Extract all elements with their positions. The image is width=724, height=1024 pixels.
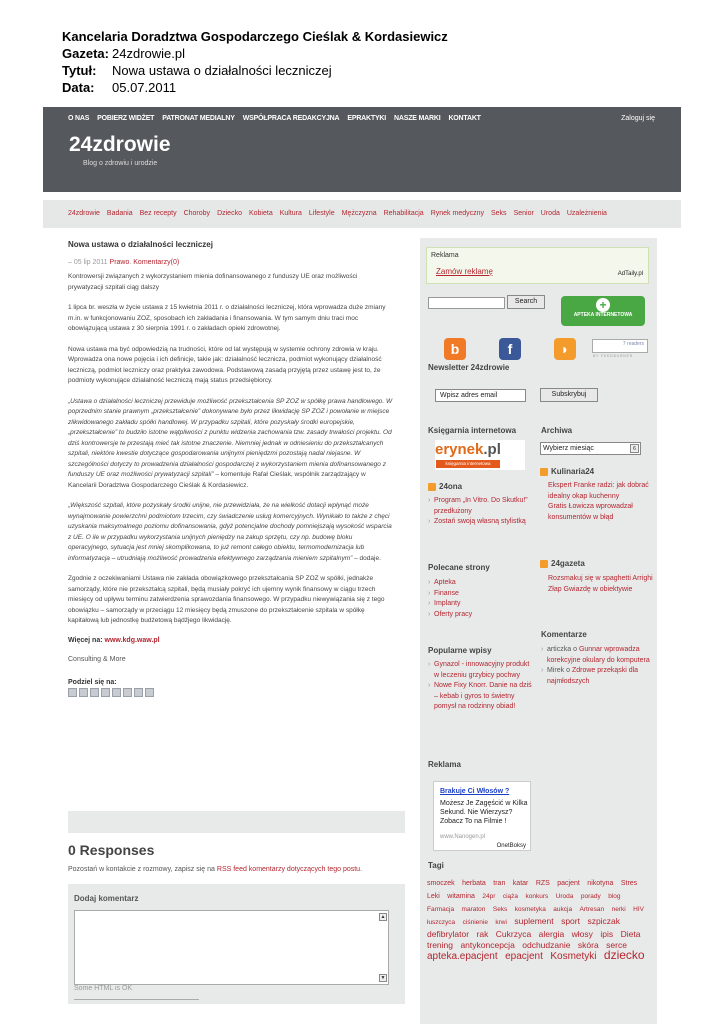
rss-icon[interactable]: ◗ — [554, 338, 576, 360]
gazeta-item[interactable]: Rozsmakuj się w spaghetti Arrighi — [548, 575, 653, 582]
data-value: 05.07.2011 — [112, 80, 177, 95]
tag-link[interactable]: Cukrzyca — [495, 929, 532, 939]
comment-form-title: Dodaj komentarz — [74, 894, 139, 903]
tag-link[interactable]: Uroda — [555, 893, 574, 900]
erynek-logo[interactable] — [435, 440, 525, 470]
post-quote-attribution: – dodaje. — [354, 554, 381, 562]
rss-icon[interactable] — [428, 483, 436, 491]
post-paragraph: 1 lipca br. weszła w życie ustawa z 15 kwietnia 2011 r. o działalności leczniczej, która wprowadza duże zmiany m.in. w funkcjonowaniu ZOZ, sposobach ich zakładania i finansowania. W tym samym dniu traci moc obowiązującą ustawa z 30 sierpnia 1991 r. o zakładach opieki zdrowotnej. — [68, 304, 386, 332]
top-nav — [68, 115, 481, 122]
site-header — [43, 107, 681, 192]
more-label: Więcej na: — [68, 636, 103, 644]
tag-link[interactable]: ciśnienie — [462, 919, 488, 926]
post-date: – 05 lip 2011 — [68, 259, 108, 266]
share-icon[interactable] — [112, 688, 121, 697]
category-list — [68, 210, 607, 217]
order-ad-link[interactable]: Zamów reklamę — [436, 267, 493, 276]
site-tagline: Blog o zdrowiu i urodzie — [83, 160, 158, 167]
popular-title: Popularne wpisy — [428, 646, 492, 655]
recommended-item[interactable]: › Apteka — [428, 578, 538, 589]
popular-item[interactable]: › Gynazol - innowacyjny produkt w leczeniu grzybicy pochwy — [428, 660, 536, 681]
comment-item — [541, 645, 653, 666]
newsletter-title: Newsletter 24zdrowie — [428, 363, 510, 372]
tag-link[interactable]: nerki — [611, 906, 626, 913]
share-icon[interactable] — [101, 688, 110, 697]
ona-title[interactable]: 24ona — [439, 482, 463, 491]
post-quote: „Ustawa o działalności leczniczej przewiduje możliwość przekształcenia SP ZOZ w spółkę prawa handlowego. W poprzednim stanie prawnym „przekształcenie” dokonywane było przez likwidację SP ZOZ i powołanie w miejsce zlikwidowanego zakładu spółki handlowej. W przypadku szpitali, które pozyskały środki europejskie, „przekształcenie” to budziło istotne wątpliwości z punktu widzenia zachowania tzw. zasady trwałości projektu. Od dziś kontrowersje te przestają mieć tak istotne znaczenie. Niemniej jednak w odniesieniu do przekształcanych szpitali, niektóre kwestie dotyczące gospodarowania unijnymi pieniędzmi pozostają nadal niejasne. W szczególności dotyczy to prowadzenia działalności gospodarczej z wykorzystaniem mienia dofinansowanego z funduszy UE oraz możliwości prywatyzacji szpitali” — [68, 397, 393, 478]
ona-heading — [428, 482, 462, 491]
tag-link[interactable]: 24pr — [482, 893, 496, 900]
report-header — [62, 28, 682, 96]
category-link[interactable]: Rynek medyczny — [430, 210, 484, 217]
onet-brand: OnetBoksy — [496, 843, 526, 849]
gazeta-list — [548, 574, 653, 595]
comments-list — [541, 645, 653, 687]
topnav-item[interactable]: POBIERZ WIDŻET — [97, 115, 155, 122]
recommended-item[interactable]: › Finanse — [428, 589, 538, 600]
kulinaria-list — [548, 481, 653, 523]
tag-link[interactable]: sport — [561, 916, 580, 926]
plus-cross-icon: + — [596, 298, 610, 312]
recommended-item[interactable]: › Implanty — [428, 599, 538, 610]
comment-author: articzka — [547, 646, 572, 653]
responses-note-text: Pozostań w kontakcie z rozmowy, zapisz się na — [68, 866, 215, 873]
post-category-link[interactable]: Prawo — [109, 259, 130, 266]
category-link[interactable]: Rehabilitacja — [383, 210, 424, 217]
tag-link[interactable]: RZS — [535, 880, 550, 887]
tag-link[interactable]: Farmacja — [427, 906, 455, 913]
category-link[interactable]: Choroby — [183, 210, 211, 217]
tag-link[interactable]: apteka.epacjent — [427, 951, 498, 962]
onet-ad-text: Możesz Je Zagęścić w Kilka Sekund. Nie Wierzysz? Zobacz To na Filmie ! — [440, 800, 528, 825]
apteka-banner[interactable] — [561, 296, 645, 326]
popular-list — [428, 660, 536, 713]
scroll-down-icon[interactable]: ▼ — [380, 975, 386, 981]
gazeta-item[interactable]: Złap Gwiazdę w obiektywie — [548, 585, 633, 593]
kulinaria-heading — [540, 467, 594, 476]
ad2-title: Reklama — [428, 760, 461, 769]
topnav-item[interactable]: EPRAKTYKI — [347, 115, 387, 122]
archives-select-value: Wybierz miesiąc — [543, 445, 594, 452]
tag-link[interactable]: suplement — [514, 916, 554, 926]
category-link[interactable]: Uzależnienia — [566, 210, 607, 217]
archives-title: Archiwa — [541, 426, 573, 435]
tag-link[interactable]: odchudzanie — [522, 940, 571, 950]
tag-link[interactable]: Dieta — [620, 929, 641, 939]
onet-ad[interactable] — [433, 781, 531, 851]
tag-link[interactable]: trening — [427, 940, 453, 950]
post-quote-block — [68, 397, 393, 492]
newsletter-email-input[interactable]: Wpisz adres email — [435, 389, 526, 402]
share-label: Podziel się na: — [68, 678, 117, 686]
ad-label: Reklama — [431, 252, 459, 259]
tag-link[interactable]: szpiczak — [587, 916, 621, 926]
comments-title: Komentarze — [541, 630, 587, 639]
topnav-item[interactable]: O NAS — [68, 115, 90, 122]
topnav-item[interactable]: KONTAKT — [448, 115, 481, 122]
responses-note: Pozostań w kontakcie z rozmowy, zapisz się na RSS feed komentarzy dotyczących tego postu. — [68, 866, 363, 873]
onet-ad-url[interactable]: www.Nanogen.pl — [440, 834, 486, 840]
tags-title: Tagi — [428, 861, 444, 870]
ona-item[interactable]: › Program „In Vitro. Do Skutku!” przedłużony — [428, 496, 538, 517]
tag-link[interactable]: ciąża — [502, 893, 519, 900]
category-link[interactable]: Kultura — [279, 210, 302, 217]
tag-link[interactable]: herbata — [462, 880, 486, 887]
comment-author: Mirek — [547, 667, 565, 674]
popular-item[interactable]: › Nowe Fixy Knorr. Danie na dziś – kebab i gyros to świetny pomysł na rodzinny obiad! — [428, 681, 536, 713]
more-info — [68, 637, 393, 644]
apteka-label: APTEKA INTERNETOWA — [573, 312, 633, 318]
tag-link[interactable]: tran — [493, 880, 506, 887]
scroll-up-icon[interactable]: ▲ — [380, 914, 386, 920]
ona-list — [428, 496, 538, 528]
tag-cloud — [427, 876, 652, 962]
category-link[interactable]: Bez recepty — [139, 210, 177, 217]
category-link[interactable]: Senior — [513, 210, 534, 217]
comment-on: o — [566, 667, 570, 674]
comment-name-input[interactable] — [74, 999, 199, 1005]
more-link[interactable]: www.kdg.waw.pl — [104, 636, 160, 644]
report-title: Kancelaria Doradztwa Gospodarczego Cieślak & Kordasiewicz — [62, 29, 448, 44]
data-label: Data: — [62, 80, 95, 95]
comment-textarea[interactable] — [74, 910, 389, 985]
share-icon[interactable] — [90, 688, 99, 697]
tag-link[interactable]: Artresan — [579, 906, 605, 913]
post-comments-link[interactable]: Komentarzy(0) — [133, 259, 180, 266]
tag-link[interactable]: rak — [476, 929, 489, 939]
post-title: Nowa ustawa o działalności leczniczej — [68, 240, 213, 249]
recommended-title: Polecane strony — [428, 563, 490, 572]
share-icon[interactable] — [134, 688, 143, 697]
tag-link[interactable]: włosy — [571, 929, 593, 939]
tag-link[interactable]: krwi — [495, 919, 507, 926]
comment-post-link[interactable]: Gunnar wprowadza korekcyjne okulary do komputera — [547, 646, 650, 664]
tag-link[interactable]: alergia — [538, 929, 565, 939]
tag-link[interactable]: porady — [580, 893, 601, 900]
blip-icon[interactable]: b — [444, 338, 466, 360]
category-link[interactable]: Kobieta — [248, 210, 273, 217]
tag-link[interactable]: łuszczyca — [427, 919, 456, 926]
post-footer-bar — [68, 811, 405, 833]
rss-icon[interactable] — [540, 560, 548, 568]
tag-link[interactable]: smoczek — [427, 880, 455, 887]
report-row-gazeta — [62, 45, 682, 62]
consulting-text: Consulting & More — [68, 655, 126, 663]
tag-link[interactable]: aukcja — [553, 906, 573, 913]
feedburner-label: BY FEEDBURNER — [593, 354, 634, 358]
recommended-list — [428, 578, 538, 620]
sidebar — [420, 238, 657, 1024]
search-button[interactable]: Search — [507, 295, 545, 309]
category-link[interactable]: 24zdrowie — [68, 210, 100, 217]
tag-link[interactable]: pacjent — [557, 880, 580, 887]
tag-link[interactable]: Stres — [620, 880, 638, 887]
gazeta-value: 24zdrowie.pl — [112, 46, 185, 61]
post-meta: – 05 lip 2011 Prawo. Komentarzy(0) — [68, 259, 180, 266]
tytul-value: Nowa ustawa o działalności leczniczej — [112, 63, 332, 78]
category-link[interactable]: Dziecko — [217, 210, 242, 217]
post-quote-block — [68, 501, 393, 564]
post-quote-attribution: – komentuje Rafał Cieślak, wspólnik zarządzający w Kancelarii Doradztwa Gospodarczego Cieślak & Kordasiewicz. — [68, 471, 366, 489]
tag-link[interactable]: defibrylator — [427, 929, 470, 939]
subscribe-button[interactable]: Subskrybuj — [540, 388, 598, 402]
recommended-item[interactable]: › Oferty pracy — [428, 610, 538, 621]
erynek-tld: .pl — [483, 441, 501, 458]
ad-box — [426, 247, 649, 284]
category-link[interactable]: Uroda — [540, 210, 560, 217]
tag-link[interactable]: HIV — [633, 906, 644, 913]
kulinaria-item[interactable]: Gratis Łowicza wprowadzał konsumentów w błąd — [548, 503, 633, 521]
share-icon[interactable] — [123, 688, 132, 697]
tag-link[interactable]: dziecko — [603, 948, 645, 962]
tytul-label: Tytuł: — [62, 63, 97, 78]
category-link[interactable]: Lifestyle — [308, 210, 335, 217]
search-input[interactable] — [428, 297, 505, 309]
feedburner-counter[interactable] — [592, 339, 648, 353]
post-paragraph: Zgodnie z oczekiwaniami Ustawa nie zakłada obowiązkowego przekształcania SP ZOZ w spółki, jednakże samorządy, które nie przekształcą szpitali, będą musiały pokryć ich ujemny wynik finansowy w ciągu trzech miesięcy od upływu terminu zatwierdzenia sprawozdania finansowego. W przypadku niewywiązania się z tego obowiązku – samorządy w przeciągu 12 miesięcy będą zmuszone do przekształcenie szpitala w spółkę kapitałową lub jednostkę budżetową bądźjego likwidację. — [68, 575, 385, 624]
category-bar — [43, 200, 681, 228]
share-icon[interactable] — [79, 688, 88, 697]
post-quote: „Większość szpitali, które pozyskały środki unijne, nie przewidziała, że na wielkość dotacji wpłynąć może wynajmowanie powierzchni podmiotom trzecim, czy świadczenie usług komercyjnych. Wynikało to także z chęci uzyskania maksymalnego poziomu dofinansowania, gdyż potencjalne dochody pomniejszają wysokość wsparcia z UE. O ile w przypadku wykorzystania unijnych pieniędzy na zakup sprzętu, czy np. budowę bloku operacyjnego, sytuacja jest mniej skomplikowana, to już remont całego obiektu, termomodernizacja lub informatyzacja – utrudniają możliwość prowadzenia efektywnego zarządzania mieniem szpitalnym” — [68, 502, 392, 562]
rss-comments-link[interactable]: RSS feed komentarzy dotyczących tego postu — [216, 866, 361, 873]
login-link[interactable]: Zaloguj się — [621, 115, 655, 122]
tag-link[interactable]: kosmetyka — [514, 906, 546, 913]
comment-item — [541, 666, 653, 687]
report-row-data — [62, 79, 682, 96]
onet-ad-link[interactable]: Brakuje Ci Włosów ? — [440, 788, 510, 795]
tag-link[interactable]: Seks — [492, 906, 508, 913]
tag-link[interactable]: antykoncepcja — [460, 940, 515, 950]
tag-link[interactable]: katar — [512, 880, 529, 887]
tag-link[interactable]: blog — [608, 893, 621, 900]
gazeta-heading — [540, 559, 585, 568]
tag-link[interactable]: nikotyna — [587, 880, 614, 887]
tag-link[interactable]: Leki — [427, 893, 440, 900]
responses-title: 0 Responses — [68, 842, 155, 858]
post-paragraph: Nowa ustawa ma być odpowiedzią na trudności, które od lat występują w systemie ochrony zdrowia w kraju. Wprowadza ona nowe pojęcia i ich definicje, takie jak: działalność lecznicza, podmiot wykonujący działalność leczniczą, podmiot leczniczy oraz praktyka zawodowa. Podstawową zasadą przyjętą przez ustawę jest to, że podmioty wykonujące działalność leczniczą mają status przedsiębiorcy. — [68, 345, 382, 384]
erynek-wordmark — [435, 441, 501, 458]
tag-link[interactable]: witamina — [447, 893, 475, 900]
category-link[interactable]: Badania — [106, 210, 133, 217]
comment-hint: Some HTML is OK — [74, 985, 133, 992]
share-icons — [68, 688, 393, 697]
tag-link[interactable]: serce — [606, 940, 627, 950]
comment-form — [68, 884, 405, 1004]
post-paragraph: Kontrowersji związanych z wykorzystaniem mienia dofinansowanego z funduszy UE oraz możliwości prywatyzacji szpitali ciąg dalszy — [68, 273, 358, 291]
erynek-name: erynek — [435, 441, 484, 458]
category-link[interactable]: Mężczyzna — [341, 210, 377, 217]
tag-link[interactable]: Kosmetyki — [550, 951, 597, 962]
tag-link[interactable]: skóra — [577, 940, 599, 950]
share-icon[interactable] — [68, 688, 77, 697]
main-content — [68, 236, 393, 697]
bookstore-title: Księgarnia internetowa — [428, 426, 517, 435]
rss-icon[interactable] — [540, 468, 548, 476]
comment-post-link[interactable]: Zdrowe przekąski dla najmłodszych — [547, 667, 639, 685]
topnav-item[interactable]: PATRONAT MEDIALNY — [162, 115, 235, 122]
site-logo[interactable]: 24zdrowie — [69, 133, 171, 156]
share-icon[interactable] — [145, 688, 154, 697]
topnav-item[interactable]: NASZE MARKI — [394, 115, 441, 122]
kulinaria-title[interactable]: Kulinaria24 — [551, 467, 595, 476]
report-row-tytul — [62, 62, 682, 79]
kulinaria-item[interactable]: Ekspert Franke radzi: jak dobrać idealny okap kuchenny — [548, 482, 649, 500]
tag-link[interactable]: konkurs — [525, 893, 549, 900]
adtaily-link[interactable]: AdTaily.pl — [617, 271, 643, 277]
topnav-item[interactable]: WSPÓŁPRACA REDAKCYJNA — [242, 115, 340, 122]
ona-item[interactable]: › Zostań swoją własną stylistką — [428, 517, 538, 528]
chevron-down-icon[interactable]: 6 — [630, 444, 639, 453]
tag-link[interactable]: maraton — [461, 906, 486, 913]
tag-link[interactable]: ipis — [600, 929, 614, 939]
gazeta-title[interactable]: 24gazeta — [551, 559, 585, 568]
archives-select[interactable] — [540, 442, 641, 455]
comment-on: o — [573, 646, 577, 653]
facebook-icon[interactable]: f — [499, 338, 521, 360]
tag-link[interactable]: epacjent — [505, 951, 543, 962]
erynek-subtitle: księgarnia internetowa — [436, 460, 500, 468]
readers-label: readers — [627, 341, 644, 347]
readers-count: 7 — [622, 341, 626, 347]
gazeta-label: Gazeta: — [62, 46, 109, 61]
category-link[interactable]: Seks — [491, 210, 507, 217]
